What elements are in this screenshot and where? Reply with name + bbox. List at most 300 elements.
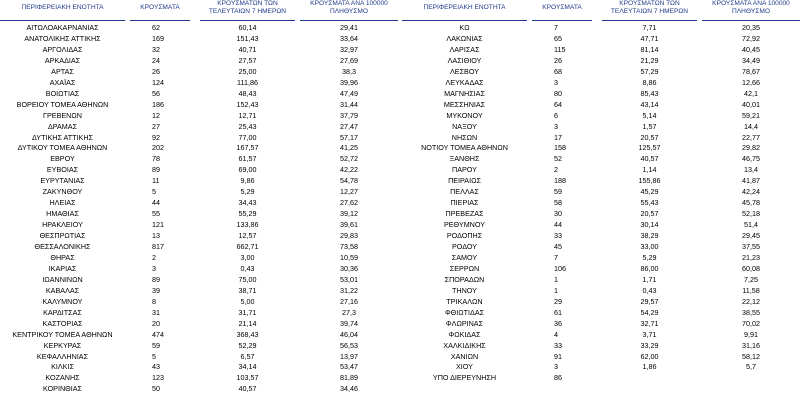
recent-cases-value: 368,43 bbox=[236, 329, 259, 339]
table-row bbox=[0, 110, 398, 121]
region-name: ΒΟΙΩΤΙΑΣ bbox=[45, 88, 80, 98]
table-row bbox=[0, 329, 398, 340]
table-row bbox=[402, 197, 800, 208]
table-row bbox=[0, 77, 398, 88]
recent-cases-value: 77,00 bbox=[238, 132, 257, 142]
recent-cases-value: 81,14 bbox=[640, 44, 659, 54]
region-name: ΦΛΩΡΙΝΑΣ bbox=[445, 318, 484, 328]
recent-cases-value: 20,57 bbox=[640, 132, 659, 142]
cases-value: 55 bbox=[152, 209, 160, 219]
per100k-value: 31,16 bbox=[742, 340, 760, 350]
per100k-value: 7,25 bbox=[744, 274, 758, 284]
table-row bbox=[0, 252, 398, 263]
region-name: ΛΑΡΙΣΑΣ bbox=[449, 44, 480, 54]
per100k-value: 31,22 bbox=[340, 285, 358, 295]
per100k-value: 38,3 bbox=[342, 66, 356, 76]
recent-cases-value: 133,86 bbox=[236, 220, 259, 230]
cases-value: 202 bbox=[152, 143, 164, 153]
cases-value: 6 bbox=[554, 110, 558, 120]
recent-cases-value: 103,57 bbox=[236, 373, 259, 383]
recent-cases-value: 1,14 bbox=[642, 165, 657, 175]
recent-cases-value: 86,00 bbox=[640, 263, 659, 273]
table-row bbox=[0, 230, 398, 241]
table-row bbox=[402, 44, 800, 55]
per100k-value: 34,46 bbox=[340, 384, 358, 394]
recent-cases-value: 21,14 bbox=[238, 318, 257, 328]
cases-value: 2 bbox=[554, 165, 558, 175]
table-row bbox=[0, 142, 398, 153]
cases-value: 89 bbox=[152, 274, 160, 284]
table-row bbox=[0, 263, 398, 274]
table-row bbox=[0, 340, 398, 351]
per100k-value: 53,01 bbox=[340, 274, 358, 284]
recent-cases-value: 40,57 bbox=[640, 154, 659, 164]
per100k-value: 29,45 bbox=[742, 231, 760, 241]
per100k-value: 70,02 bbox=[742, 318, 760, 328]
region-name: ΒΟΡΕΙΟΥ ΤΟΜΕΑ ΑΘΗΝΩΝ bbox=[16, 99, 109, 109]
table-row bbox=[0, 88, 398, 99]
recent-cases-value: 155,86 bbox=[638, 176, 661, 186]
region-name: ΠΡΕΒΕΖΑΣ bbox=[445, 209, 484, 219]
cases-value: 817 bbox=[152, 242, 164, 251]
per100k-value: 29,83 bbox=[340, 231, 358, 241]
cases-value: 169 bbox=[152, 33, 164, 43]
region-name: ΣΠΟΡΑΔΩΝ bbox=[444, 274, 485, 284]
region-name: ΛΑΣΙΘΙΟΥ bbox=[447, 55, 482, 65]
table-row bbox=[0, 164, 398, 175]
recent-cases-value: 30,14 bbox=[640, 220, 659, 230]
cases-value: 78 bbox=[152, 154, 160, 164]
table-row bbox=[402, 351, 800, 362]
cases-value: 124 bbox=[152, 77, 164, 87]
table-row bbox=[402, 329, 800, 340]
recent-cases-value: 151,43 bbox=[236, 33, 259, 43]
cases-value: 80 bbox=[554, 88, 562, 98]
region-name: ΑΡΓΟΛΙΔΑΣ bbox=[42, 44, 83, 54]
per100k-value: 51,4 bbox=[744, 220, 758, 230]
table-row bbox=[402, 340, 800, 351]
per100k-value: 13,97 bbox=[340, 351, 358, 361]
region-name: ΠΕΙΡΑΙΩΣ bbox=[448, 176, 481, 186]
recent-cases-value: 54,29 bbox=[640, 307, 659, 317]
table-row bbox=[402, 142, 800, 153]
cases-value: 91 bbox=[554, 351, 562, 361]
table-row bbox=[402, 241, 800, 252]
table-row bbox=[402, 175, 800, 186]
cases-value: 13 bbox=[152, 231, 160, 241]
cases-value: 36 bbox=[554, 318, 562, 328]
header-per100k: ΚΡΟΥΣΜΑΤΑ ΑΝΑ 100000 ΠΛΗΘΥΣΜΟ bbox=[310, 0, 388, 15]
cases-value: 89 bbox=[152, 165, 160, 175]
per100k-value: 11,58 bbox=[742, 285, 760, 295]
region-name: ΚΑΡΔΙΤΣΑΣ bbox=[43, 307, 82, 317]
region-name: ΚΑΣΤΟΡΙΑΣ bbox=[42, 318, 83, 328]
per100k-value: 47,49 bbox=[340, 88, 358, 98]
region-name: ΚΕΝΤΡΙΚΟΥ ΤΟΜΕΑ ΑΘΗΝΩΝ bbox=[12, 329, 113, 339]
region-name: ΘΕΣΠΡΩΤΙΑΣ bbox=[39, 231, 86, 241]
table-row bbox=[0, 307, 398, 318]
cases-value: 3 bbox=[554, 77, 558, 87]
cases-value: 2 bbox=[152, 252, 156, 262]
region-name: ΠΙΕΡΙΑΣ bbox=[450, 198, 479, 208]
table-row bbox=[402, 164, 800, 175]
header-recent: ΚΡΟΥΣΜΑΤΩΝ ΤΩΝ ΤΕΛΕΥΤΑΙΩΝ 7 ΗΜΕΡΩΝ bbox=[610, 0, 689, 15]
recent-cases-value: 167,57 bbox=[236, 143, 259, 153]
region-name: ΝΑΞΟΥ bbox=[452, 121, 477, 131]
cases-value: 65 bbox=[554, 33, 562, 43]
table-row bbox=[402, 88, 800, 99]
table-row bbox=[0, 285, 398, 296]
cases-value: 24 bbox=[152, 55, 160, 65]
table-row bbox=[0, 55, 398, 66]
cases-value: 62 bbox=[152, 23, 160, 32]
recent-cases-value: 21,29 bbox=[640, 55, 659, 65]
recent-cases-value: 27,57 bbox=[238, 55, 257, 65]
per100k-value: 27,62 bbox=[340, 198, 358, 208]
region-name: ΧΑΛΚΙΔΙΚΗΣ bbox=[443, 340, 486, 350]
cases-value: 3 bbox=[152, 263, 156, 273]
region-name: ΚΕΡΚΥΡΑΣ bbox=[43, 340, 82, 350]
recent-cases-value: 662,71 bbox=[236, 242, 259, 251]
region-name: ΞΑΝΘΗΣ bbox=[449, 154, 480, 164]
region-name: ΡΟΔΟΠΗΣ bbox=[446, 231, 483, 241]
recent-cases-value: 69,00 bbox=[238, 165, 257, 175]
per100k-value: 27,3 bbox=[342, 307, 356, 317]
table-row bbox=[0, 44, 398, 55]
recent-cases-value: 38,71 bbox=[238, 285, 257, 295]
recent-cases-value: 0,43 bbox=[240, 263, 255, 273]
region-name: ΛΑΚΩΝΙΑΣ bbox=[446, 33, 483, 43]
per100k-value: 22,77 bbox=[742, 132, 760, 142]
table-row bbox=[402, 307, 800, 318]
table-row bbox=[402, 318, 800, 329]
table-row bbox=[0, 351, 398, 362]
cases-value: 12 bbox=[152, 110, 160, 120]
per100k-value: 29,41 bbox=[340, 23, 358, 32]
per100k-value: 52,72 bbox=[340, 154, 358, 164]
per100k-value: 42,24 bbox=[742, 187, 760, 197]
per100k-value: 38,55 bbox=[742, 307, 760, 317]
region-name: ΔΥΤΙΚΟΥ ΤΟΜΕΑ ΑΘΗΝΩΝ bbox=[17, 143, 108, 153]
table-row bbox=[0, 197, 398, 208]
cases-value: 188 bbox=[554, 176, 566, 186]
per100k-value: 52,18 bbox=[742, 209, 760, 219]
recent-cases-value: 31,71 bbox=[238, 307, 257, 317]
recent-cases-value: 3,00 bbox=[240, 252, 255, 262]
region-name: ΗΜΑΘΙΑΣ bbox=[46, 209, 79, 219]
table-row bbox=[0, 186, 398, 197]
per100k-value: 73,58 bbox=[340, 242, 358, 251]
table-row bbox=[0, 219, 398, 230]
cases-value: 64 bbox=[554, 99, 562, 109]
per100k-value: 42,22 bbox=[340, 165, 358, 175]
per100k-value: 57,17 bbox=[340, 132, 358, 142]
cases-value: 61 bbox=[554, 307, 562, 317]
region-name: ΙΚΑΡΙΑΣ bbox=[48, 263, 77, 273]
region-name: ΠΕΛΛΑΣ bbox=[450, 187, 479, 197]
per100k-value: 56,53 bbox=[340, 340, 358, 350]
per100k-value: 42,1 bbox=[744, 88, 758, 98]
per100k-value: 30,36 bbox=[340, 263, 358, 273]
cases-value: 1 bbox=[554, 285, 558, 295]
recent-cases-value: 12,57 bbox=[238, 231, 257, 241]
per100k-value: 78,67 bbox=[742, 66, 760, 76]
cases-value: 33 bbox=[554, 340, 562, 350]
cases-value: 115 bbox=[554, 44, 566, 54]
per100k-value: 13,4 bbox=[744, 165, 758, 175]
region-name: ΑΙΤΩΛΟΑΚΑΡΝΑΝΙΑΣ bbox=[26, 23, 99, 32]
region-name: ΙΩΑΝΝΙΝΩΝ bbox=[42, 274, 83, 284]
region-name: ΤΗΝΟΥ bbox=[452, 285, 477, 295]
recent-cases-value: 47,71 bbox=[640, 33, 659, 43]
per100k-value: 41,25 bbox=[340, 143, 358, 153]
cases-value: 26 bbox=[152, 66, 160, 76]
recent-cases-value: 75,00 bbox=[238, 274, 257, 284]
cases-value: 3 bbox=[554, 121, 558, 131]
region-name: ΚΑΒΑΛΑΣ bbox=[45, 285, 80, 295]
region-name: ΡΕΘΥΜΝΟΥ bbox=[443, 220, 486, 230]
recent-cases-value: 48,43 bbox=[238, 88, 257, 98]
recent-cases-value: 40,71 bbox=[238, 44, 257, 54]
recent-cases-value: 25,00 bbox=[238, 66, 257, 76]
recent-cases-value: 25,43 bbox=[238, 121, 257, 131]
table-row bbox=[0, 22, 398, 33]
cases-value: 8 bbox=[152, 296, 156, 306]
table-row bbox=[402, 296, 800, 307]
recent-cases-value: 43,14 bbox=[640, 99, 659, 109]
table-row bbox=[402, 121, 800, 132]
recent-cases-value: 5,29 bbox=[642, 252, 657, 262]
cases-value: 44 bbox=[152, 198, 160, 208]
header-region: ΠΕΡΙΦΕΡΕΙΑΚΗ ΕΝΟΤΗΤΑ bbox=[21, 4, 104, 11]
header-divider bbox=[130, 20, 190, 21]
per100k-value: 21,23 bbox=[742, 252, 760, 262]
region-name: ΣΕΡΡΩΝ bbox=[449, 263, 480, 273]
per100k-value: 12,66 bbox=[742, 77, 760, 87]
recent-cases-value: 61,57 bbox=[238, 154, 257, 164]
region-name: ΡΟΔΟΥ bbox=[451, 242, 478, 251]
per100k-value: 12,27 bbox=[340, 187, 358, 197]
region-name: ΑΡΚΑΔΙΑΣ bbox=[44, 55, 81, 65]
table-row bbox=[0, 318, 398, 329]
per100k-value: 27,16 bbox=[340, 296, 358, 306]
table-row bbox=[0, 241, 398, 252]
cases-value: 27 bbox=[152, 121, 160, 131]
table-row bbox=[0, 66, 398, 77]
recent-cases-value: 33,00 bbox=[640, 242, 659, 251]
region-name: ΜΥΚΟΝΟΥ bbox=[446, 110, 483, 120]
region-name: ΑΝΑΤΟΛΙΚΗΣ ΑΤΤΙΚΗΣ bbox=[24, 33, 101, 43]
table-row bbox=[402, 263, 800, 274]
region-name: ΚΩ bbox=[459, 23, 470, 32]
header-divider bbox=[532, 20, 592, 21]
recent-cases-value: 8,86 bbox=[642, 77, 657, 87]
region-name: ΝΗΣΩΝ bbox=[451, 132, 478, 142]
cases-value: 29 bbox=[554, 296, 562, 306]
region-name: ΜΕΣΣΗΝΙΑΣ bbox=[443, 99, 486, 109]
per100k-value: 14,4 bbox=[744, 121, 758, 131]
region-name: ΚΙΛΚΙΣ bbox=[51, 362, 74, 372]
cases-value: 4 bbox=[554, 329, 558, 339]
cases-value: 86 bbox=[554, 373, 562, 383]
per100k-value: 53,47 bbox=[340, 362, 358, 372]
per100k-value: 29,82 bbox=[742, 143, 760, 153]
region-name: ΗΛΕΙΑΣ bbox=[49, 198, 76, 208]
recent-cases-value: 6,57 bbox=[240, 351, 255, 361]
per100k-value: 46,04 bbox=[340, 329, 358, 339]
region-name: ΤΡΙΚΑΛΩΝ bbox=[446, 296, 483, 306]
table-row bbox=[0, 208, 398, 219]
region-name: ΚΟΖΑΝΗΣ bbox=[45, 373, 80, 383]
table-row bbox=[402, 55, 800, 66]
per100k-value: 9,91 bbox=[744, 329, 758, 339]
cases-value: 30 bbox=[554, 209, 562, 219]
cases-value: 1 bbox=[554, 274, 558, 284]
recent-cases-value: 60,14 bbox=[238, 23, 257, 32]
recent-cases-value: 52,29 bbox=[238, 340, 257, 350]
recent-cases-value: 38,29 bbox=[640, 231, 659, 241]
cases-value: 3 bbox=[554, 362, 558, 372]
recent-cases-value: 152,43 bbox=[236, 99, 259, 109]
per100k-value: 34,49 bbox=[742, 55, 760, 65]
recent-cases-value: 85,43 bbox=[640, 88, 659, 98]
recent-cases-value: 5,29 bbox=[240, 187, 255, 197]
per100k-value: 22,12 bbox=[742, 296, 760, 306]
region-name: ΑΧΑΪΑΣ bbox=[49, 77, 76, 87]
recent-cases-value: 12,71 bbox=[238, 110, 257, 120]
recent-cases-value: 55,29 bbox=[238, 209, 257, 219]
per100k-value: 40,45 bbox=[742, 44, 760, 54]
cases-value: 11 bbox=[152, 176, 160, 186]
table-row bbox=[0, 132, 398, 143]
cases-value: 43 bbox=[152, 362, 160, 372]
per100k-value: 20,35 bbox=[742, 23, 760, 32]
recent-cases-value: 9,86 bbox=[240, 176, 255, 186]
per100k-value: 81,89 bbox=[340, 373, 358, 383]
cases-value: 26 bbox=[554, 55, 562, 65]
region-name: ΛΕΥΚΑΔΑΣ bbox=[445, 77, 484, 87]
per100k-value: 41,87 bbox=[742, 176, 760, 186]
table-row bbox=[0, 175, 398, 186]
cases-value: 5 bbox=[152, 187, 156, 197]
cases-value: 59 bbox=[554, 187, 562, 197]
region-name: ΥΠΟ ΔΙΕΡΕΥΝΗΣΗ bbox=[432, 373, 497, 383]
recent-cases-value: 1,71 bbox=[642, 274, 657, 284]
cases-value: 32 bbox=[152, 44, 160, 54]
per100k-value: 33,64 bbox=[340, 33, 358, 43]
cases-value: 52 bbox=[554, 154, 562, 164]
table-row bbox=[402, 99, 800, 110]
recent-cases-value: 57,29 bbox=[640, 66, 659, 76]
table-row bbox=[0, 99, 398, 110]
per100k-value: 37,79 bbox=[340, 110, 358, 120]
table-row bbox=[0, 296, 398, 307]
region-name: ΖΑΚΥΝΘΟΥ bbox=[42, 187, 83, 197]
cases-value: 17 bbox=[554, 132, 562, 142]
region-name: ΘΕΣΣΑΛΟΝΙΚΗΣ bbox=[34, 242, 91, 251]
recent-cases-value: 1,86 bbox=[642, 362, 657, 372]
table-row bbox=[402, 252, 800, 263]
table-row bbox=[402, 230, 800, 241]
header-divider bbox=[200, 20, 295, 21]
region-name: ΚΟΡΙΝΘΙΑΣ bbox=[43, 384, 82, 394]
region-name: ΧΙΟΥ bbox=[456, 362, 473, 372]
recent-cases-value: 34,14 bbox=[238, 362, 257, 372]
header-per100k: ΚΡΟΥΣΜΑΤΑ ΑΝΑ 100000 ΠΛΗΘΥΣΜΟ bbox=[712, 0, 790, 15]
recent-cases-value: 125,57 bbox=[638, 143, 661, 153]
recent-cases-value: 111,86 bbox=[237, 77, 258, 87]
per100k-value: 39,96 bbox=[340, 77, 358, 87]
table-row bbox=[402, 274, 800, 285]
table-row bbox=[0, 153, 398, 164]
recent-cases-value: 29,57 bbox=[640, 296, 659, 306]
cases-value: 7 bbox=[554, 23, 558, 32]
table-row bbox=[402, 372, 800, 383]
per100k-value: 27,47 bbox=[340, 121, 358, 131]
recent-cases-value: 45,29 bbox=[640, 187, 659, 197]
recent-cases-value: 5,14 bbox=[642, 110, 657, 120]
per100k-value: 32,97 bbox=[340, 44, 358, 54]
recent-cases-value: 62,00 bbox=[640, 351, 659, 361]
cases-value: 106 bbox=[554, 263, 566, 273]
region-name: ΦΘΙΩΤΙΔΑΣ bbox=[444, 307, 485, 317]
cases-value: 33 bbox=[554, 231, 562, 241]
region-name: ΔΥΤΙΚΗΣ ΑΤΤΙΚΗΣ bbox=[32, 132, 93, 142]
per100k-value: 40,01 bbox=[742, 99, 760, 109]
per100k-value: 39,74 bbox=[340, 318, 358, 328]
table-row bbox=[402, 22, 800, 33]
cases-value: 39 bbox=[152, 285, 160, 295]
per100k-value: 27,69 bbox=[340, 55, 358, 65]
header-cases: ΚΡΟΥΣΜΑΤΑ bbox=[542, 4, 582, 11]
region-name: ΚΑΛΥΜΝΟΥ bbox=[42, 296, 83, 306]
region-name: ΕΥΒΟΙΑΣ bbox=[46, 165, 79, 175]
cases-value: 121 bbox=[152, 220, 164, 230]
per100k-value: 37,55 bbox=[742, 242, 760, 251]
header-divider bbox=[0, 20, 125, 21]
header-divider bbox=[702, 20, 800, 21]
table-row bbox=[402, 219, 800, 230]
cases-value: 68 bbox=[554, 66, 562, 76]
region-name: ΧΑΝΙΩΝ bbox=[450, 351, 479, 361]
per100k-value: 46,75 bbox=[742, 154, 760, 164]
table-row bbox=[402, 110, 800, 121]
cases-value: 7 bbox=[554, 252, 558, 262]
region-name: ΑΡΤΑΣ bbox=[51, 66, 74, 76]
table-row bbox=[402, 208, 800, 219]
table-row bbox=[402, 153, 800, 164]
cases-value: 44 bbox=[554, 220, 562, 230]
header-cases: ΚΡΟΥΣΜΑΤΑ bbox=[140, 4, 180, 11]
recent-cases-value: 32,71 bbox=[640, 318, 659, 328]
header-region: ΠΕΡΙΦΕΡΕΙΑΚΗ ΕΝΟΤΗΤΑ bbox=[423, 4, 506, 11]
per100k-value: 5,7 bbox=[746, 362, 756, 372]
cases-value: 58 bbox=[554, 198, 562, 208]
per100k-value: 31,44 bbox=[340, 99, 358, 109]
table-row bbox=[0, 274, 398, 285]
cases-value: 59 bbox=[152, 340, 160, 350]
cases-value: 92 bbox=[152, 132, 160, 142]
region-name: ΔΡΑΜΑΣ bbox=[47, 121, 78, 131]
table-row bbox=[0, 383, 398, 394]
per100k-value: 60,08 bbox=[742, 263, 760, 273]
table-row bbox=[402, 77, 800, 88]
header-divider bbox=[602, 20, 697, 21]
recent-cases-value: 1,57 bbox=[642, 121, 657, 131]
recent-cases-value: 55,43 bbox=[640, 198, 659, 208]
cases-value: 123 bbox=[152, 373, 164, 383]
table-row bbox=[402, 361, 800, 372]
